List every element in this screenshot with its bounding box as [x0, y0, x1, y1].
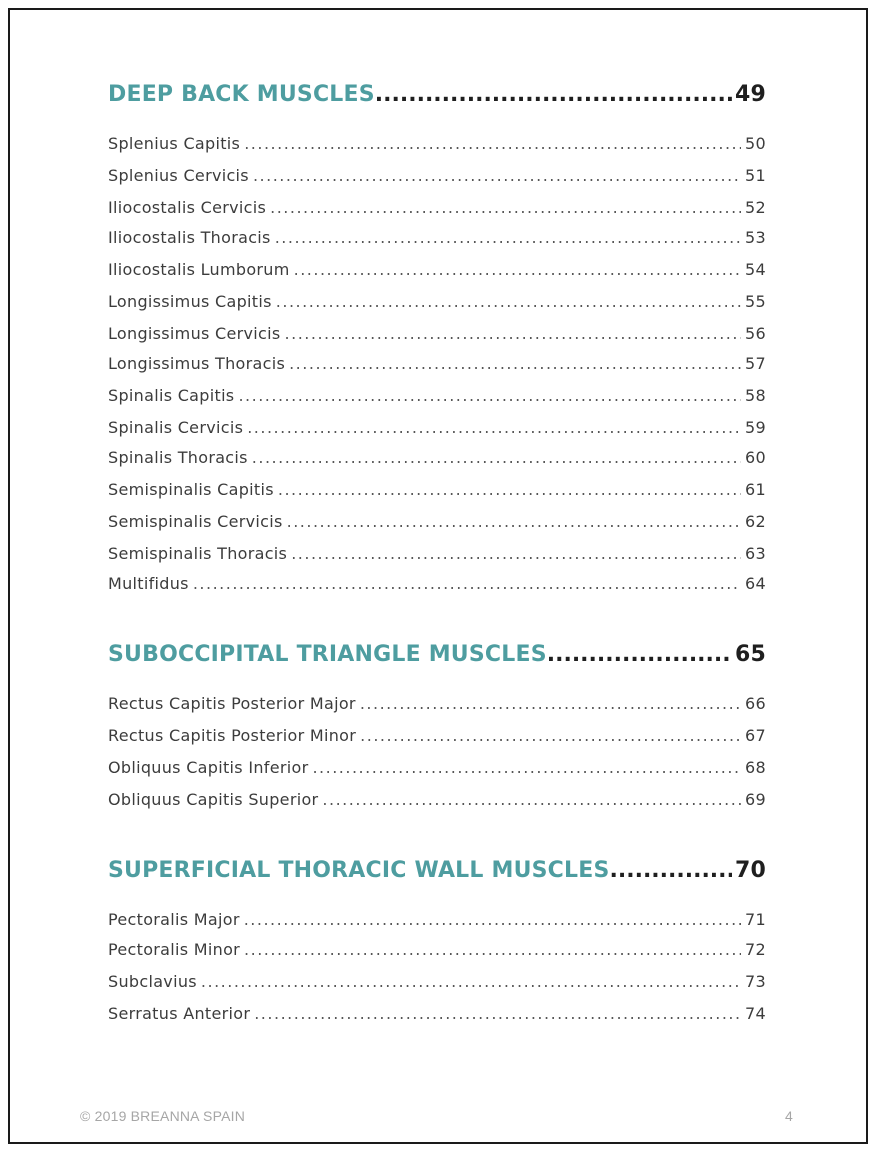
dot-leader [294, 260, 741, 279]
toc-section-heading[interactable] [108, 642, 766, 672]
dot-leader [244, 134, 741, 153]
dot-leader [253, 166, 741, 185]
dot-leader [244, 940, 741, 959]
dot-leader [285, 324, 742, 343]
dot-leader [276, 292, 741, 311]
toc-entry[interactable] [108, 166, 766, 190]
entry-label: Pectoralis Major [108, 910, 240, 929]
entry-page-number: 57 [745, 354, 766, 373]
entry-label: Iliocostalis Thoracis [108, 228, 271, 247]
dot-leader [278, 480, 741, 499]
toc-entry[interactable] [108, 418, 766, 442]
toc-entry[interactable] [108, 694, 766, 718]
entry-page-number: 68 [745, 758, 766, 777]
entry-page-number: 59 [745, 418, 766, 437]
entry-page-number: 63 [745, 544, 766, 563]
toc-entry[interactable] [108, 386, 766, 410]
entry-label: Multifidus [108, 574, 189, 593]
entry-page-number: 58 [745, 386, 766, 405]
entry-label: Serratus Anterior [108, 1004, 251, 1023]
entry-page-number: 61 [745, 480, 766, 499]
entry-label: Longissimus Capitis [108, 292, 272, 311]
toc-entry[interactable] [108, 260, 766, 284]
entry-label: Spinalis Capitis [108, 386, 235, 405]
section-page-number: 70 [734, 858, 766, 883]
dot-leader [244, 910, 741, 929]
dot-leader [270, 198, 741, 217]
toc-entry[interactable] [108, 790, 766, 814]
dot-leader [201, 972, 741, 991]
dot-leader [322, 790, 741, 809]
toc-entry[interactable] [108, 228, 766, 252]
entry-label: Rectus Capitis Posterior Major [108, 694, 356, 713]
toc-entry[interactable] [108, 758, 766, 782]
entry-label: Semispinalis Capitis [108, 480, 274, 499]
entry-label: Subclavius [108, 972, 197, 991]
toc-entry[interactable] [108, 574, 766, 598]
footer-page-number: 4 [785, 1108, 793, 1124]
entry-page-number: 72 [745, 940, 766, 959]
toc-entry[interactable] [108, 940, 766, 964]
entry-page-number: 56 [745, 324, 766, 343]
entry-label: Obliquus Capitis Superior [108, 790, 319, 809]
toc-entry[interactable] [108, 480, 766, 504]
toc-entry[interactable] [108, 448, 766, 472]
section-page-number: 65 [734, 642, 766, 667]
toc-entry[interactable] [108, 198, 766, 222]
section-title: SUPERFICIAL THORACIC WALL MUSCLES [108, 858, 610, 883]
section-title: SUBOCCIPITAL TRIANGLE MUSCLES [108, 642, 547, 667]
entry-label: Obliquus Capitis Inferior [108, 758, 309, 777]
entry-page-number: 54 [745, 260, 766, 279]
toc-entry[interactable] [108, 134, 766, 158]
entry-page-number: 69 [745, 790, 766, 809]
entry-label: Longissimus Thoracis [108, 354, 286, 373]
entry-label: Semispinalis Thoracis [108, 544, 288, 563]
entry-label: Semispinalis Cervicis [108, 512, 283, 531]
entry-page-number: 62 [745, 512, 766, 531]
dot-leader [238, 386, 741, 405]
toc-entry[interactable] [108, 910, 766, 934]
entry-page-number: 52 [745, 198, 766, 217]
toc-section-heading[interactable] [108, 858, 766, 888]
entry-page-number: 74 [745, 1004, 766, 1023]
entry-page-number: 60 [745, 448, 766, 467]
dot-leader [375, 82, 732, 107]
toc-entry[interactable] [108, 324, 766, 348]
entry-page-number: 71 [745, 910, 766, 929]
dot-leader [360, 694, 741, 713]
toc-entry[interactable] [108, 972, 766, 996]
toc-entry[interactable] [108, 1004, 766, 1028]
entry-page-number: 53 [745, 228, 766, 247]
toc-entry[interactable] [108, 544, 766, 568]
dot-leader [610, 858, 732, 883]
entry-label: Spinalis Cervicis [108, 418, 244, 437]
entry-page-number: 55 [745, 292, 766, 311]
entry-label: Splenius Cervicis [108, 166, 249, 185]
entry-label: Iliocostalis Lumborum [108, 260, 290, 279]
entry-page-number: 73 [745, 972, 766, 991]
entry-page-number: 50 [745, 134, 766, 153]
section-page-number: 49 [734, 82, 766, 107]
dot-leader [291, 544, 741, 563]
dot-leader [289, 354, 741, 373]
entry-label: Iliocostalis Cervicis [108, 198, 267, 217]
toc-entry[interactable] [108, 292, 766, 316]
dot-leader [312, 758, 741, 777]
dot-leader [547, 642, 732, 667]
entry-label: Splenius Capitis [108, 134, 241, 153]
dot-leader [287, 512, 741, 531]
dot-leader [360, 726, 741, 745]
dot-leader [252, 448, 741, 467]
entry-label: Spinalis Thoracis [108, 448, 248, 467]
toc-section-heading[interactable] [108, 82, 766, 112]
entry-label: Longissimus Cervicis [108, 324, 281, 343]
entry-label: Pectoralis Minor [108, 940, 241, 959]
toc-entry[interactable] [108, 726, 766, 750]
entry-label: Rectus Capitis Posterior Minor [108, 726, 357, 745]
toc-entry[interactable] [108, 354, 766, 378]
entry-page-number: 67 [745, 726, 766, 745]
toc-entry[interactable] [108, 512, 766, 536]
entry-page-number: 51 [745, 166, 766, 185]
dot-leader [254, 1004, 741, 1023]
section-title: DEEP BACK MUSCLES [108, 82, 375, 107]
dot-leader [247, 418, 741, 437]
dot-leader [275, 228, 741, 247]
footer-copyright: © 2019 BREANNA SPAIN [80, 1108, 246, 1124]
dot-leader [193, 574, 741, 593]
entry-page-number: 66 [745, 694, 766, 713]
entry-page-number: 64 [745, 574, 766, 593]
